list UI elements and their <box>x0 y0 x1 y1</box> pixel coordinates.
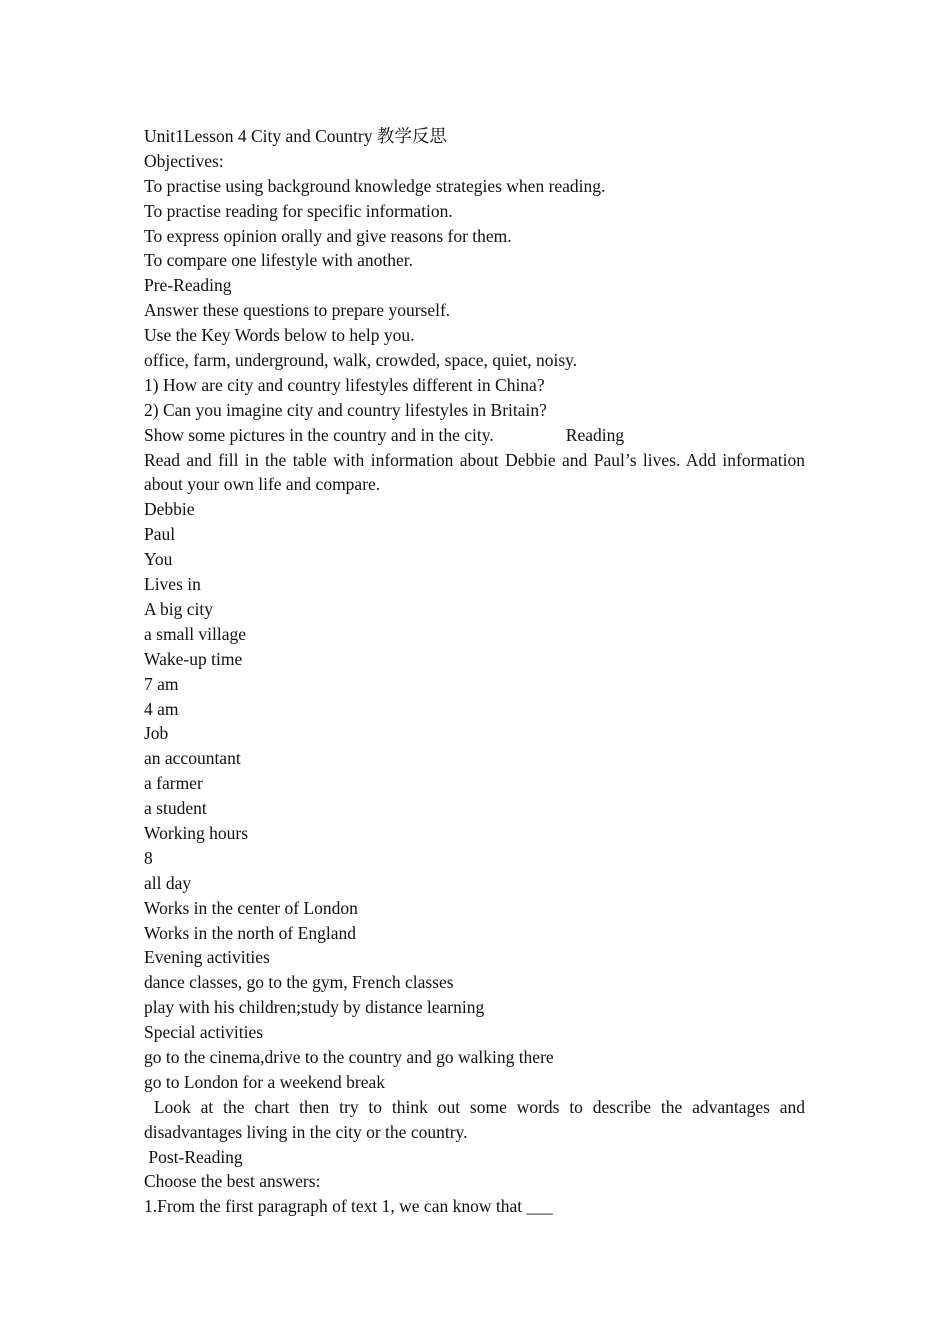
chart-note: Look at the chart then try to think out some words to describe the advantages and disadvantages living in the city or the country. <box>144 1096 810 1142</box>
table-cell: 4 am <box>144 698 179 719</box>
table-content <box>144 497 805 1094</box>
objective-item: To express opinion orally and give reasons for them. <box>144 225 512 246</box>
table-cell: play with his children;study by distance learning <box>144 997 485 1018</box>
post-reading-heading: Post-Reading <box>144 1146 243 1167</box>
objective-item: To practise reading for specific information. <box>144 200 453 221</box>
table-cell: Works in the north of England <box>144 922 356 943</box>
table-cell: Evening activities <box>144 947 270 968</box>
table-cell: 8 <box>144 847 153 868</box>
table-cell: Working hours <box>144 822 249 843</box>
table-cell: You <box>144 549 173 570</box>
table-cell: A big city <box>144 598 214 619</box>
objective-item: To compare one lifestyle with another. <box>144 250 413 271</box>
pre-reading-instruction: Use the Key Words below to help you. <box>144 325 415 346</box>
table-cell: go to the cinema,drive to the country and go walking there <box>144 1046 554 1067</box>
table-cell: 7 am <box>144 673 179 694</box>
table-cell: Wake-up time <box>144 648 243 669</box>
pre-reading-question: 1) How are city and country lifestyles different in China? <box>144 374 545 395</box>
table-cell: a small village <box>144 623 247 644</box>
show-pictures-text: Show some pictures in the country and in the city. <box>144 424 494 445</box>
table-cell: an accountant <box>144 748 241 769</box>
key-words: office, farm, underground, walk, crowded, space, quiet, noisy. <box>144 350 578 371</box>
reading-heading: Reading <box>565 424 625 445</box>
pre-reading-heading: Pre-Reading <box>144 275 232 296</box>
table-cell: a student <box>144 798 207 819</box>
table-cell: Paul <box>144 524 176 545</box>
reading-instruction: Read and fill in the table with information about Debbie and Paul’s lives. Add information about your own life and compare. <box>144 449 805 495</box>
table-cell: go to London for a weekend break <box>144 1071 386 1092</box>
document-title: Unit1Lesson 4 City and Country 教学反思 <box>144 126 447 146</box>
table-cell: a farmer <box>144 773 203 794</box>
table-cell: Works in the center of London <box>144 897 358 918</box>
post-reading-question: 1.From the first paragraph of text 1, we can know that ___ <box>144 1196 553 1217</box>
objectives-heading: Objectives: <box>144 150 224 171</box>
table-cell: all day <box>144 872 192 893</box>
document-page <box>144 124 810 1219</box>
show-pictures-line <box>144 423 805 448</box>
table-cell: Special activities <box>144 1022 264 1043</box>
table-cell: Job <box>144 723 169 744</box>
table-cell: Debbie <box>144 499 195 520</box>
objective-item: To practise using background knowledge strategies when reading. <box>144 175 606 196</box>
pre-reading-question: 2) Can you imagine city and country lifestyles in Britain? <box>144 399 547 420</box>
post-reading-instruction: Choose the best answers: <box>144 1171 321 1192</box>
table-cell: dance classes, go to the gym, French classes <box>144 972 454 993</box>
pre-reading-instruction: Answer these questions to prepare yourself. <box>144 300 451 321</box>
table-cell: Lives in <box>144 574 201 595</box>
